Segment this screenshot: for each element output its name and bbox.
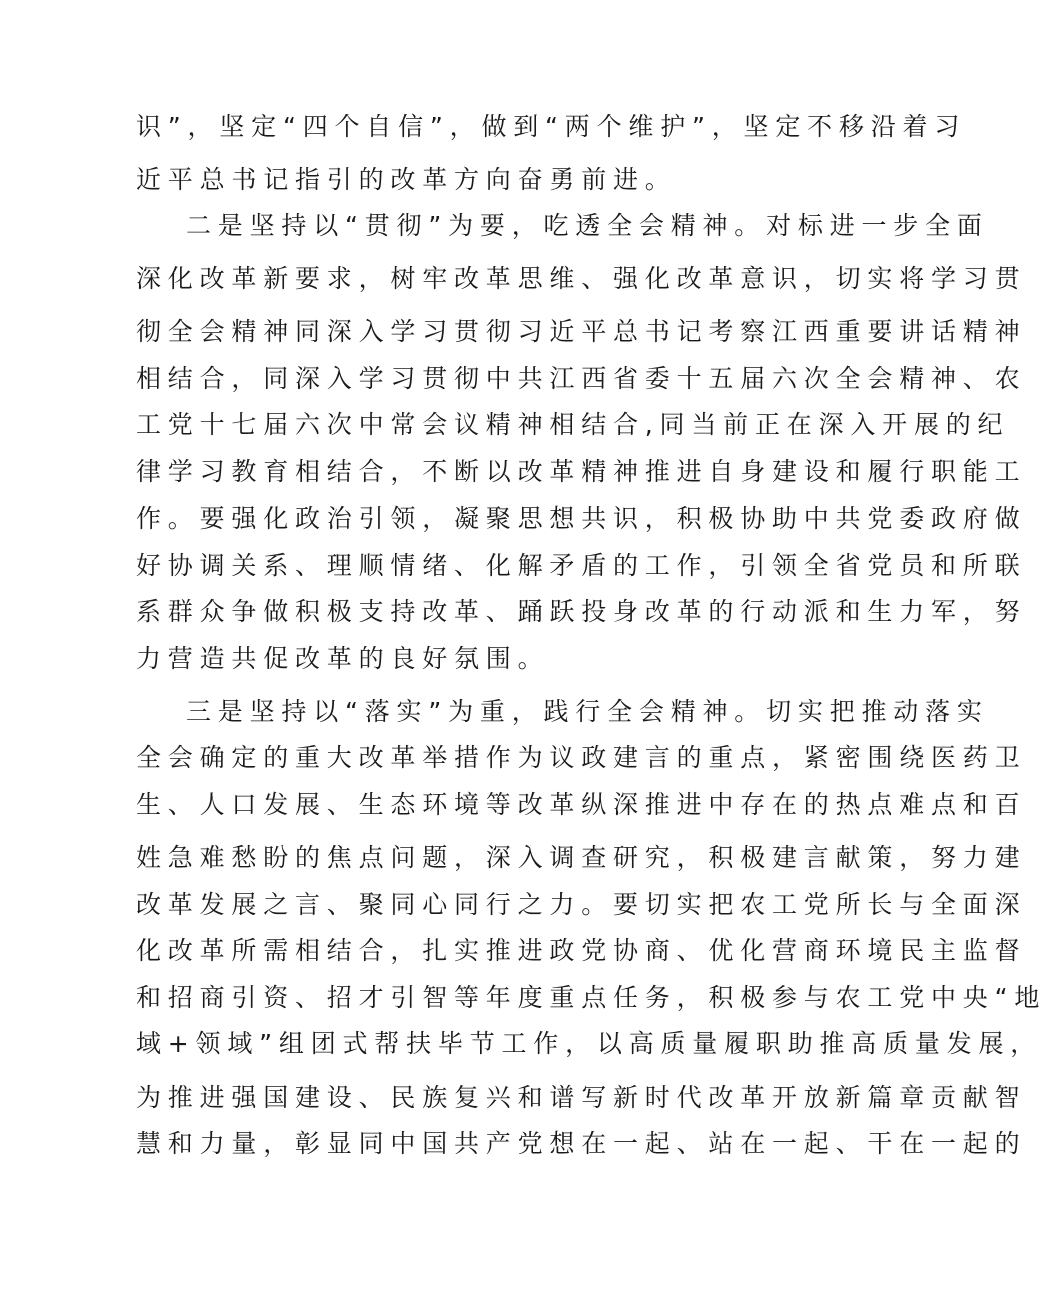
text-line: 改革发展之言、聚同心同行之力。要切实把农工党所长与全面深 (136, 890, 1027, 919)
text-line: 化改革所需相结合，扎实推进政党协商、优化营商环境民主监督 (136, 936, 1027, 965)
text-line: 彻全会精神同深入学习贯彻习近平总书记考察江西重要讲话精神 (136, 317, 1027, 346)
text-line: 识”，坚定“四个自信”，做到“两个维护”，坚定不移沿着习 (136, 112, 967, 141)
text-line: 全会确定的重大改革举措作为议政建言的重点，紧密围绕医药卫 (136, 743, 1027, 772)
text-line: 作。要强化政治引领，凝聚思想共识，积极协助中共党委政府做 (136, 504, 1027, 533)
text-line: 为推进强国建设、民族复兴和谱写新时代改革开放新篇章贡献智 (136, 1083, 1027, 1112)
text-line: 系群众争做积极支持改革、踊跃投身改革的行动派和生力军，努 (136, 597, 1027, 626)
text-line: 二是坚持以“贯彻”为要，吃透全会精神。对标进一步全面 (186, 211, 989, 240)
text-line: 相结合，同深入学习贯彻中共江西省委十五届六次全会精神、农 (136, 364, 1027, 393)
text-line: 生、人口发展、生态环境等改革纵深推进中存在的热点难点和百 (136, 790, 1027, 819)
text-line: 深化改革新要求，树牢改革思维、强化改革意识，切实将学习贯 (136, 264, 1027, 293)
text-line: 好协调关系、理顺情绪、化解矛盾的工作，引领全省党员和所联 (136, 551, 1027, 580)
text-line: 力营造共促改革的良好氛围。 (136, 644, 550, 673)
text-line: 三是坚持以“落实”为重，践行全会精神。切实把推动落实 (186, 697, 989, 726)
text-line: 姓急难愁盼的焦点问题，深入调查研究，积极建言献策，努力建 (136, 843, 1027, 872)
text-line: 和招商引资、招才引智等年度重点任务，积极参与农工党中央“地 (136, 983, 1046, 1012)
text-line: 近平总书记指引的改革方向奋勇前进。 (136, 165, 677, 194)
text-line: 慧和力量，彰显同中国共产党想在一起、站在一起、干在一起的 (136, 1129, 1027, 1158)
text-line: 工党十七届六次中常会议精神相结合,同当前正在深入开展的纪 (136, 410, 1010, 439)
text-line: 律学习教育相结合，不断以改革精神推进自身建设和履行职能工 (136, 457, 1027, 486)
text-line: 域+领域”组团式帮扶毕节工作，以高质量履职助推高质量发展， (136, 1029, 1043, 1058)
